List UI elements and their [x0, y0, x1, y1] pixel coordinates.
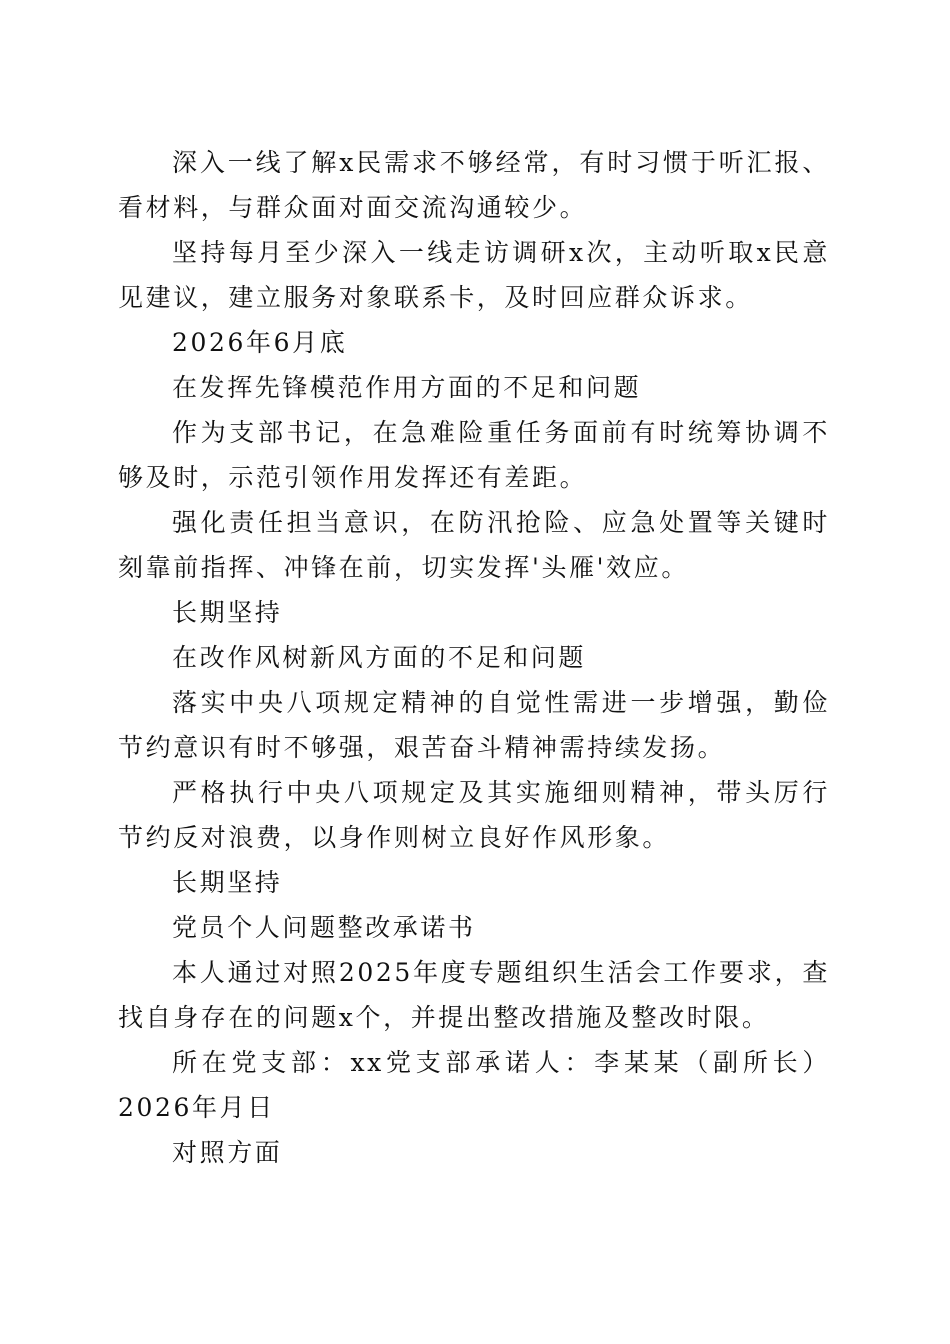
paragraph-pledge-intro: 本人通过对照2025年度专题组织生活会工作要求，查找自身存在的问题x个，并提出整改措施及整改时限。 [118, 958, 830, 1032]
paragraph-deadline-2: 长期坚持 [172, 598, 283, 627]
paragraph-measure-style: 严格执行中央八项规定及其实施细则精神，带头厉行节约反对浪费，以身作则树立良好作风形象。 [118, 778, 830, 852]
paragraph-pledge-title: 党员个人问题整改承诺书 [172, 913, 476, 942]
paragraph-deadline-3: 长期坚持 [172, 868, 283, 897]
document-body [118, 140, 830, 1175]
paragraph-issue-pioneer: 作为支部书记，在急难险重任务面前有时统筹协调不够及时，示范引领作用发挥还有差距。 [118, 418, 830, 492]
paragraph-deadline-1: 2026年6月底 [172, 328, 348, 357]
paragraph-issue-grassroots: 深入一线了解x民需求不够经常，有时习惯于听汇报、看材料，与群众面对面交流沟通较少。 [118, 148, 830, 222]
paragraph-section-pioneer: 在发挥先锋模范作用方面的不足和问题 [172, 373, 642, 402]
paragraph-measure-pioneer: 强化责任担当意识，在防汛抢险、应急处置等关键时刻靠前指挥、冲锋在前，切实发挥'头雁'效应。 [118, 508, 830, 582]
paragraph-table-header: 对照方面 [172, 1138, 283, 1167]
paragraph-section-style: 在改作风树新风方面的不足和问题 [172, 643, 587, 672]
paragraph-measure-grassroots: 坚持每月至少深入一线走访调研x次，主动听取x民意见建议，建立服务对象联系卡，及时回应群众诉求。 [118, 238, 830, 312]
paragraph-pledge-signature: 所在党支部：xx党支部承诺人：李某某（副所长）2026年月日 [118, 1048, 830, 1122]
paragraph-issue-style: 落实中央八项规定精神的自觉性需进一步增强，勤俭节约意识有时不够强，艰苦奋斗精神需持续发扬。 [118, 688, 830, 762]
